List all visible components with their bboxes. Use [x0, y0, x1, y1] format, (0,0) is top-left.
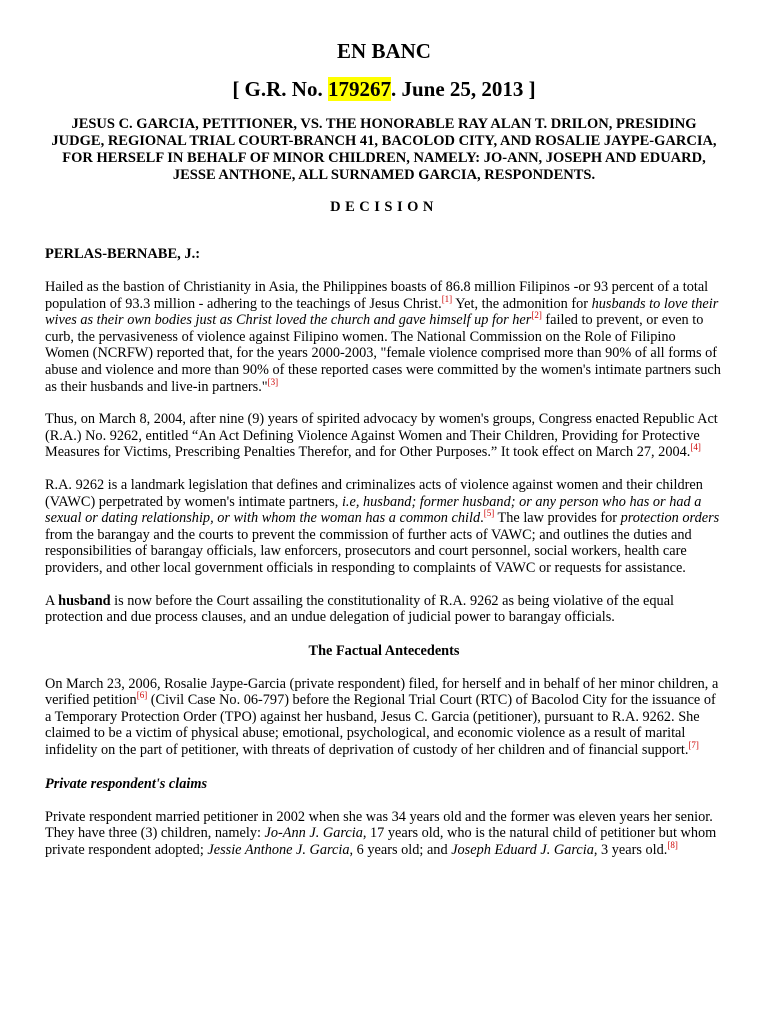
footnote-link-8[interactable]: [8]: [667, 840, 678, 851]
text: (Civil Case No. 06-797) before the Regional Trial Court (RTC) of Bacolod City for the issuance of a Temporary Protection Order (TPO) against her husband, Jesus C. Garcia (petitioner), pursuant to R.A. 9262. She claimed to be a victim of physical abuse; emotional, psychological, and economic violence as a result of marital infidelity on the part of petitioner, with threats of deprivation of custody of her children and of financial support.: [45, 692, 716, 759]
text: is now before the Court assailing the constitutionality of R.A. 9262 as being violative of the equal protection and due process clauses, and an undue delegation of judicial power to barangay officials.: [45, 592, 675, 626]
italic-text: Joseph Eduard J. Garcia: [451, 841, 594, 858]
gr-number-highlight: 179267: [327, 77, 391, 101]
case-caption: JESUS C. GARCIA, PETITIONER, VS. THE HONORABLE RAY ALAN T. DRILON, PRESIDING JUDGE, REGIONAL TRIAL COURT-BRANCH 41, BACOLOD CITY, AND ROSALIE JAYPE-GARCIA, FOR HERSELF IN BEHALF OF MINOR CHILDREN, NAMELY: JO-ANN, JOSEPH AND EDUARD, JESSE ANTHONE, ALL SURNAMED GARCIA, RESPONDENTS.: [51, 116, 717, 183]
italic-text: Jessie Anthone J. Garcia: [207, 841, 350, 858]
footnote-link-6[interactable]: [6]: [136, 690, 148, 701]
text: The law provides for: [494, 510, 621, 527]
footnote-link-7[interactable]: [7]: [688, 740, 699, 751]
text: Private respondent married petitioner in 2002 when she was 34 years old and the former was eleven years her senior. They have three (3) children, namely:: [45, 808, 713, 842]
gr-date: . June 25, 2013 ]: [390, 77, 536, 101]
text: R.A. 9262 is a landmark legislation that defines and criminalizes acts of violence against women and their children (VAWC) perpetrated by women's intimate partners,: [45, 476, 703, 510]
paragraph-3: [45, 477, 723, 577]
subheading-private-respondent-claims: Private respondent's claims: [45, 775, 208, 792]
paragraph-5: [45, 676, 723, 759]
gr-prefix: [ G.R. No.: [232, 77, 328, 101]
case-number-heading: [45, 76, 723, 102]
paragraph-1: [45, 279, 723, 395]
text: Thus, on March 8, 2004, after nine (9) years of spirited advocacy by women's groups, Congress enacted Republic Act (R.A.) No. 9262, entitled “An Act Defining Violence Against Women and Their Children, Providing for Protective Measures for Victims, Prescribing Penalties Therefor, and for Other Purposes.” It took effect on March 27, 2004.: [45, 411, 718, 461]
paragraph-2: [45, 411, 723, 461]
footnote-link-1[interactable]: [1]: [441, 293, 453, 304]
text: Yet, the admonition for: [452, 295, 592, 312]
court-division-heading: EN BANC: [337, 39, 431, 63]
text: .: [480, 510, 484, 527]
decision-heading: DECISION: [330, 199, 438, 215]
text: A: [45, 592, 59, 609]
section-heading-factual-antecedents: The Factual Antecedents: [308, 642, 460, 659]
text: , 3 years old.: [593, 841, 668, 858]
quoted-scripture: husbands to love their wives as their own bodies just as Christ loved the church and gave himself up for her: [45, 295, 719, 329]
text: from the barangay and the courts to prevent the commission of further acts of VAWC; and outlines the duties and responsibilities of barangay officials, law enforcers, prosecutors and court personnel, social workers, health care providers, and other local government officials in responding to complaints of VAWC or requests for assistance.: [45, 526, 692, 576]
text: Hailed as the bastion of Christianity in Asia, the Philippines boasts of 86.8 million Filipinos -or 93 percent of a total population of 93.3 million - adhering to the teachings of Jesus Christ.: [45, 279, 709, 312]
text: On March 23, 2006, Rosalie Jaype-Garcia (private respondent) filed, for herself and in behalf of her minor children, a verified petition: [45, 675, 719, 709]
italic-text: i.e, husband; former husband; or any person who has or had a sexual or dating relationship, or with whom the woman has a common child: [45, 493, 702, 527]
bold-text: husband: [58, 592, 111, 609]
footnote-link-5[interactable]: [5]: [483, 508, 495, 519]
footnote-link-3[interactable]: [3]: [267, 376, 279, 387]
italic-text: protection orders: [620, 510, 720, 527]
footnote-link-2[interactable]: [2]: [531, 310, 542, 321]
footnote-link-4[interactable]: [4]: [690, 442, 701, 453]
italic-text: Jo-Ann J. Garcia: [264, 825, 363, 842]
paragraph-4: [45, 593, 723, 626]
paragraph-6: [45, 809, 723, 859]
text: , 17 years old, who is the natural child of petitioner but whom private respondent adopted;: [45, 825, 717, 858]
text: failed to prevent, or even to curb, the pervasiveness of violence against Filipino women. The National Commission on the Role of Filipino Women (NCRFW) reported that, for the years 2000-2003, "female violence comprised more than 90% of all forms of abuse and violence and more than 90% of these reported cases were committed by the women's intimate partners such as their husbands and live-in partners.": [45, 312, 721, 395]
ponente: PERLAS-BERNABE, J.:: [45, 246, 201, 262]
text: , 6 years old; and: [349, 841, 452, 858]
